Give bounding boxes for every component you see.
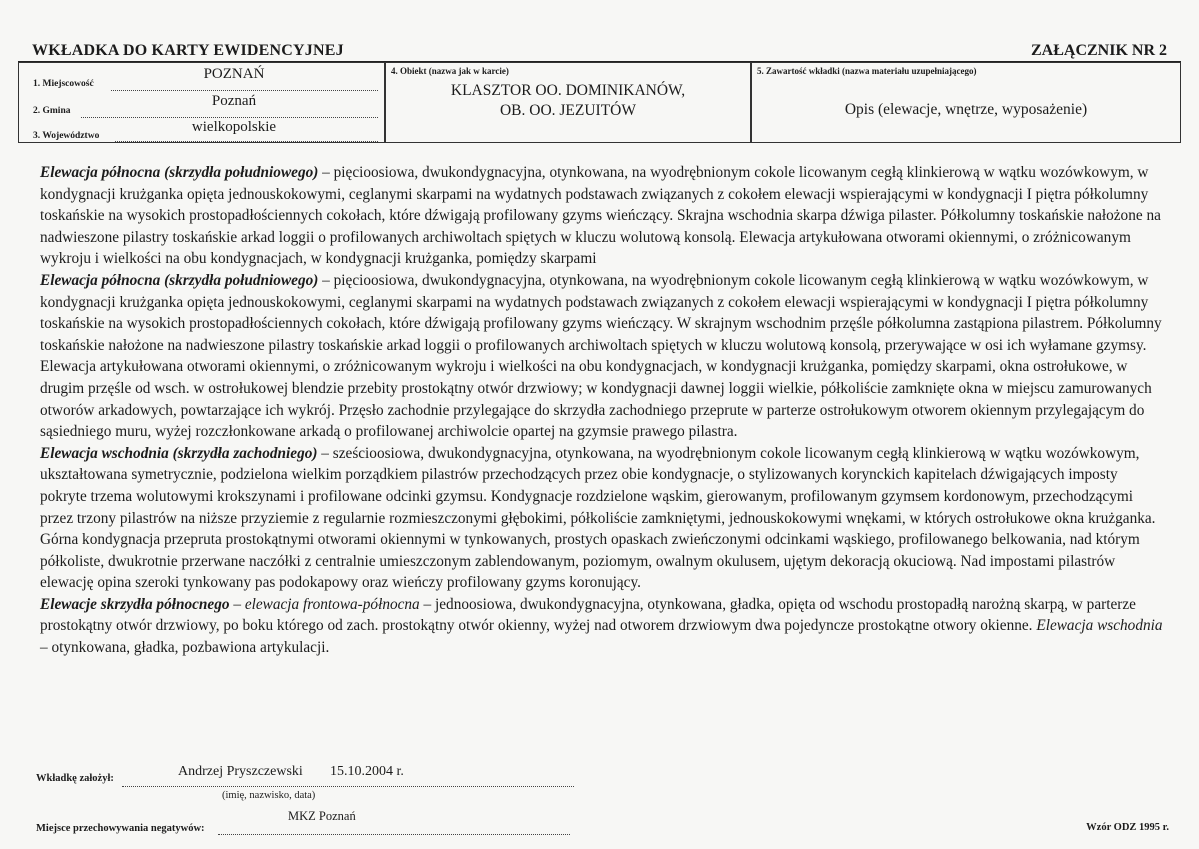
description-body [40, 162, 1165, 659]
author-dotted-line [122, 786, 574, 787]
paragraph-subheading: – elewacja frontowa-północna [229, 595, 420, 613]
gmina-dotted-line [81, 117, 378, 118]
storage-label: Miejsce przechowywania negatywów: [36, 823, 205, 834]
author-name: Andrzej Pryszczewski [178, 764, 303, 779]
location-box [18, 62, 385, 143]
author-label: Wkładkę założył: [36, 773, 114, 784]
contents-box [751, 62, 1181, 143]
miejscowosc-value: POZNAŃ [203, 66, 265, 82]
paragraph-heading: Elewacja wschodnia (skrzydła zachodniego) [40, 444, 318, 462]
contents-label: 5. Zawartość wkładki (nazwa materiału uzupełniającego) [757, 66, 977, 76]
miejscowosc-dotted-line [111, 90, 378, 91]
paragraph-inline-heading: Elewacja wschodnia [1036, 617, 1163, 635]
paragraph-text-tail: – otynkowana, gładka, pozbawiona artykulacji. [40, 639, 330, 657]
paragraph-text: – sześcioosiowa, dwukondygnacyjna, otynkowana, na wyodrębnionym cokole licowanym cegłą klinkierową w wątku wozówkowym, ukształtowana symetrycznie, podzielona wielkim porządkiem pilastrów przechodzących przez obie kondygnacje, o stylizowanych korynckich kapitelach dźwigających imposty pokryte trzema wolutowymi krokszynami i profilowane odcinki gzymsu. Kondygnacje rozdzielone wąskim, gierowanym, profilowanym gzymsem kordonowym, przechodzącymi przez trzony pilastrów na niższe przyziemie z regularnie rozmieszczonymi głębokimi, półkoliście zamkniętymi, jednouskokowymi wnękami, w których ostrołukowe okna krużganka. Górna kondygnacja przepruta prostokątnymi otworami okiennymi w tynkowanych, prostych opaskach zwieńczonymi odcinkami wąskiego, profilowanego belkowania, nad którym półkoliste, dwukrotnie przerwane naczółki z centralnie umieszczonym zablendowanym, poziomym, owalnym okulusem, ujętym dekoracją okuciową. Nad impostami pilastrów elewację opina szeroki tynkowany pas podokapowy oraz wieńczy profilowany gzyms koronujący. [40, 444, 1156, 592]
form-template-code: Wzór ODZ 1995 r. [1086, 822, 1169, 833]
object-box [385, 62, 751, 143]
wojewodztwo-label: 3. Województwo [33, 131, 100, 141]
paragraph-text: – pięcioosiowa, dwukondygnacyjna, otynkowana, na wyodrębnionym cokole licowanym cegłą klinkierową w wątku wozówkowym, w kondygnacji krużganka opięta jednouskokowymi, ceglanymi skarpami na wydatnych podstawach związanych z cokołem elewacji wspierającymi w kondygnacji I piętra półkolumny toskańskie na wysokich prostopadłościennych cokołach, które dźwigają profilowany gzyms wieńczący. Skrajna wschodnia skarpa dźwiga pilaster. Półkolumny toskańskie nałożone na nadwieszone pilastry toskańskie arkad loggii o profilowanych archiwoltach spiętych w kluczu wolutową konsolą. Elewacja artykułowana otworami okiennymi, o zróżnicowanym wykroju i wielkości na obu kondygnacjach, w kondygnacji krużganka, pomiędzy skarpami [40, 164, 1161, 268]
gmina-value: Poznań [211, 93, 257, 109]
object-name [386, 81, 750, 121]
wojewodztwo-value: wielkopolskie [191, 119, 277, 135]
object-name-line-1: KLASZTOR OO. DOMINIKANÓW, [450, 82, 686, 99]
paragraph-heading: Elewacje skrzydła północnego [40, 595, 230, 613]
paragraph-heading: Elewacja północna (skrzydła południowego) [40, 164, 319, 181]
paragraph-heading: Elewacja północna (skrzydła południowego) [40, 271, 319, 289]
gmina-label: 2. Gmina [33, 106, 71, 116]
miejscowosc-label: 1. Miejscowość [33, 79, 94, 89]
storage-dotted-line [218, 834, 570, 835]
contents-value: Opis (elewacje, wnętrze, wyposażenie) [844, 101, 1088, 118]
paragraph-north-elevation-2 [40, 270, 1165, 443]
object-label: 4. Obiekt (nazwa jak w karcie) [391, 66, 509, 76]
storage-value: MKZ Poznań [288, 809, 356, 823]
author-date: 15.10.2004 r. [330, 764, 404, 779]
object-name-line-2: OB. OO. JEZUITÓW [499, 102, 637, 119]
form-title: WKŁADKA DO KARTY EWIDENCYJNEJ [32, 42, 344, 59]
paragraph-east-elevation [40, 443, 1165, 594]
author-hint: (imię, nazwisko, data) [222, 790, 316, 801]
paragraph-text: – pięcioosiowa, dwukondygnacyjna, otynkowana, na wyodrębnionym cokole licowanym cegłą klinkierową w wątku wozówkowym, w kondygnacji krużganka opięta jednouskokowymi, ceglanymi skarpami na wydatnych podstawach związanych z cokołem elewacji wspierającymi w kondygnacji I piętra półkolumny toskańskie na wysokich prostopadłościennych cokołach, które dźwigają profilowany gzyms wieńczący. W skrajnym wschodnim przęśle półkolumna zastąpiona pilastrem. Półkolumny toskańskie nałożone na nadwieszone pilastry toskańskie arkad loggii o profilowanych archiwoltach spiętych w kluczu wolutową konsolą, przerywające w osi ich wyłamane gzymsy. Elewacja artykułowana otworami okiennymi, o zróżnicowanym wykroju i wielkości na obu kondygnacjach, w kondygnacji krużganka, pomiędzy skarpami, okna ostrołukowe, w drugim przęśle od wsch. w ostrołukowej blendzie przebity prostokątny otwór drzwiowy; w kondygnacji dawnej loggii wielkie, półkoliście zamknięte okna w miejscu zamurowanych otworów arkadowych, powtarzające ich wykrój. Przęsło zachodnie przylegające do skrzydła zachodniego przeprute w parterze ostrołukowym otworem okiennym przylegającym do sąsiedniego muru, wyżej rozczłonkowane arkadą o profilowanej archiwolcie opartej na gzymsie prawego pilastra. [40, 271, 1162, 441]
attachment-number: ZAŁĄCZNIK NR 2 [1030, 42, 1167, 59]
paragraph-north-elevation-1 [40, 162, 1165, 270]
wojewodztwo-dotted-line [115, 141, 378, 142]
paragraph-north-wing [40, 594, 1165, 659]
paragraph-text: – jednoosiowa, dwukondygnacyjna, otynkowana, gładka, opięta od wschodu prostopadłą narożną skarpą, w parterze prostokątny otwór drzwiowy, po boku którego od zach. prostokątny otwór okienny, wyżej nad otworem drzwiowym dwa pojedyncze prostokątne otwory okienne. [40, 595, 1136, 635]
